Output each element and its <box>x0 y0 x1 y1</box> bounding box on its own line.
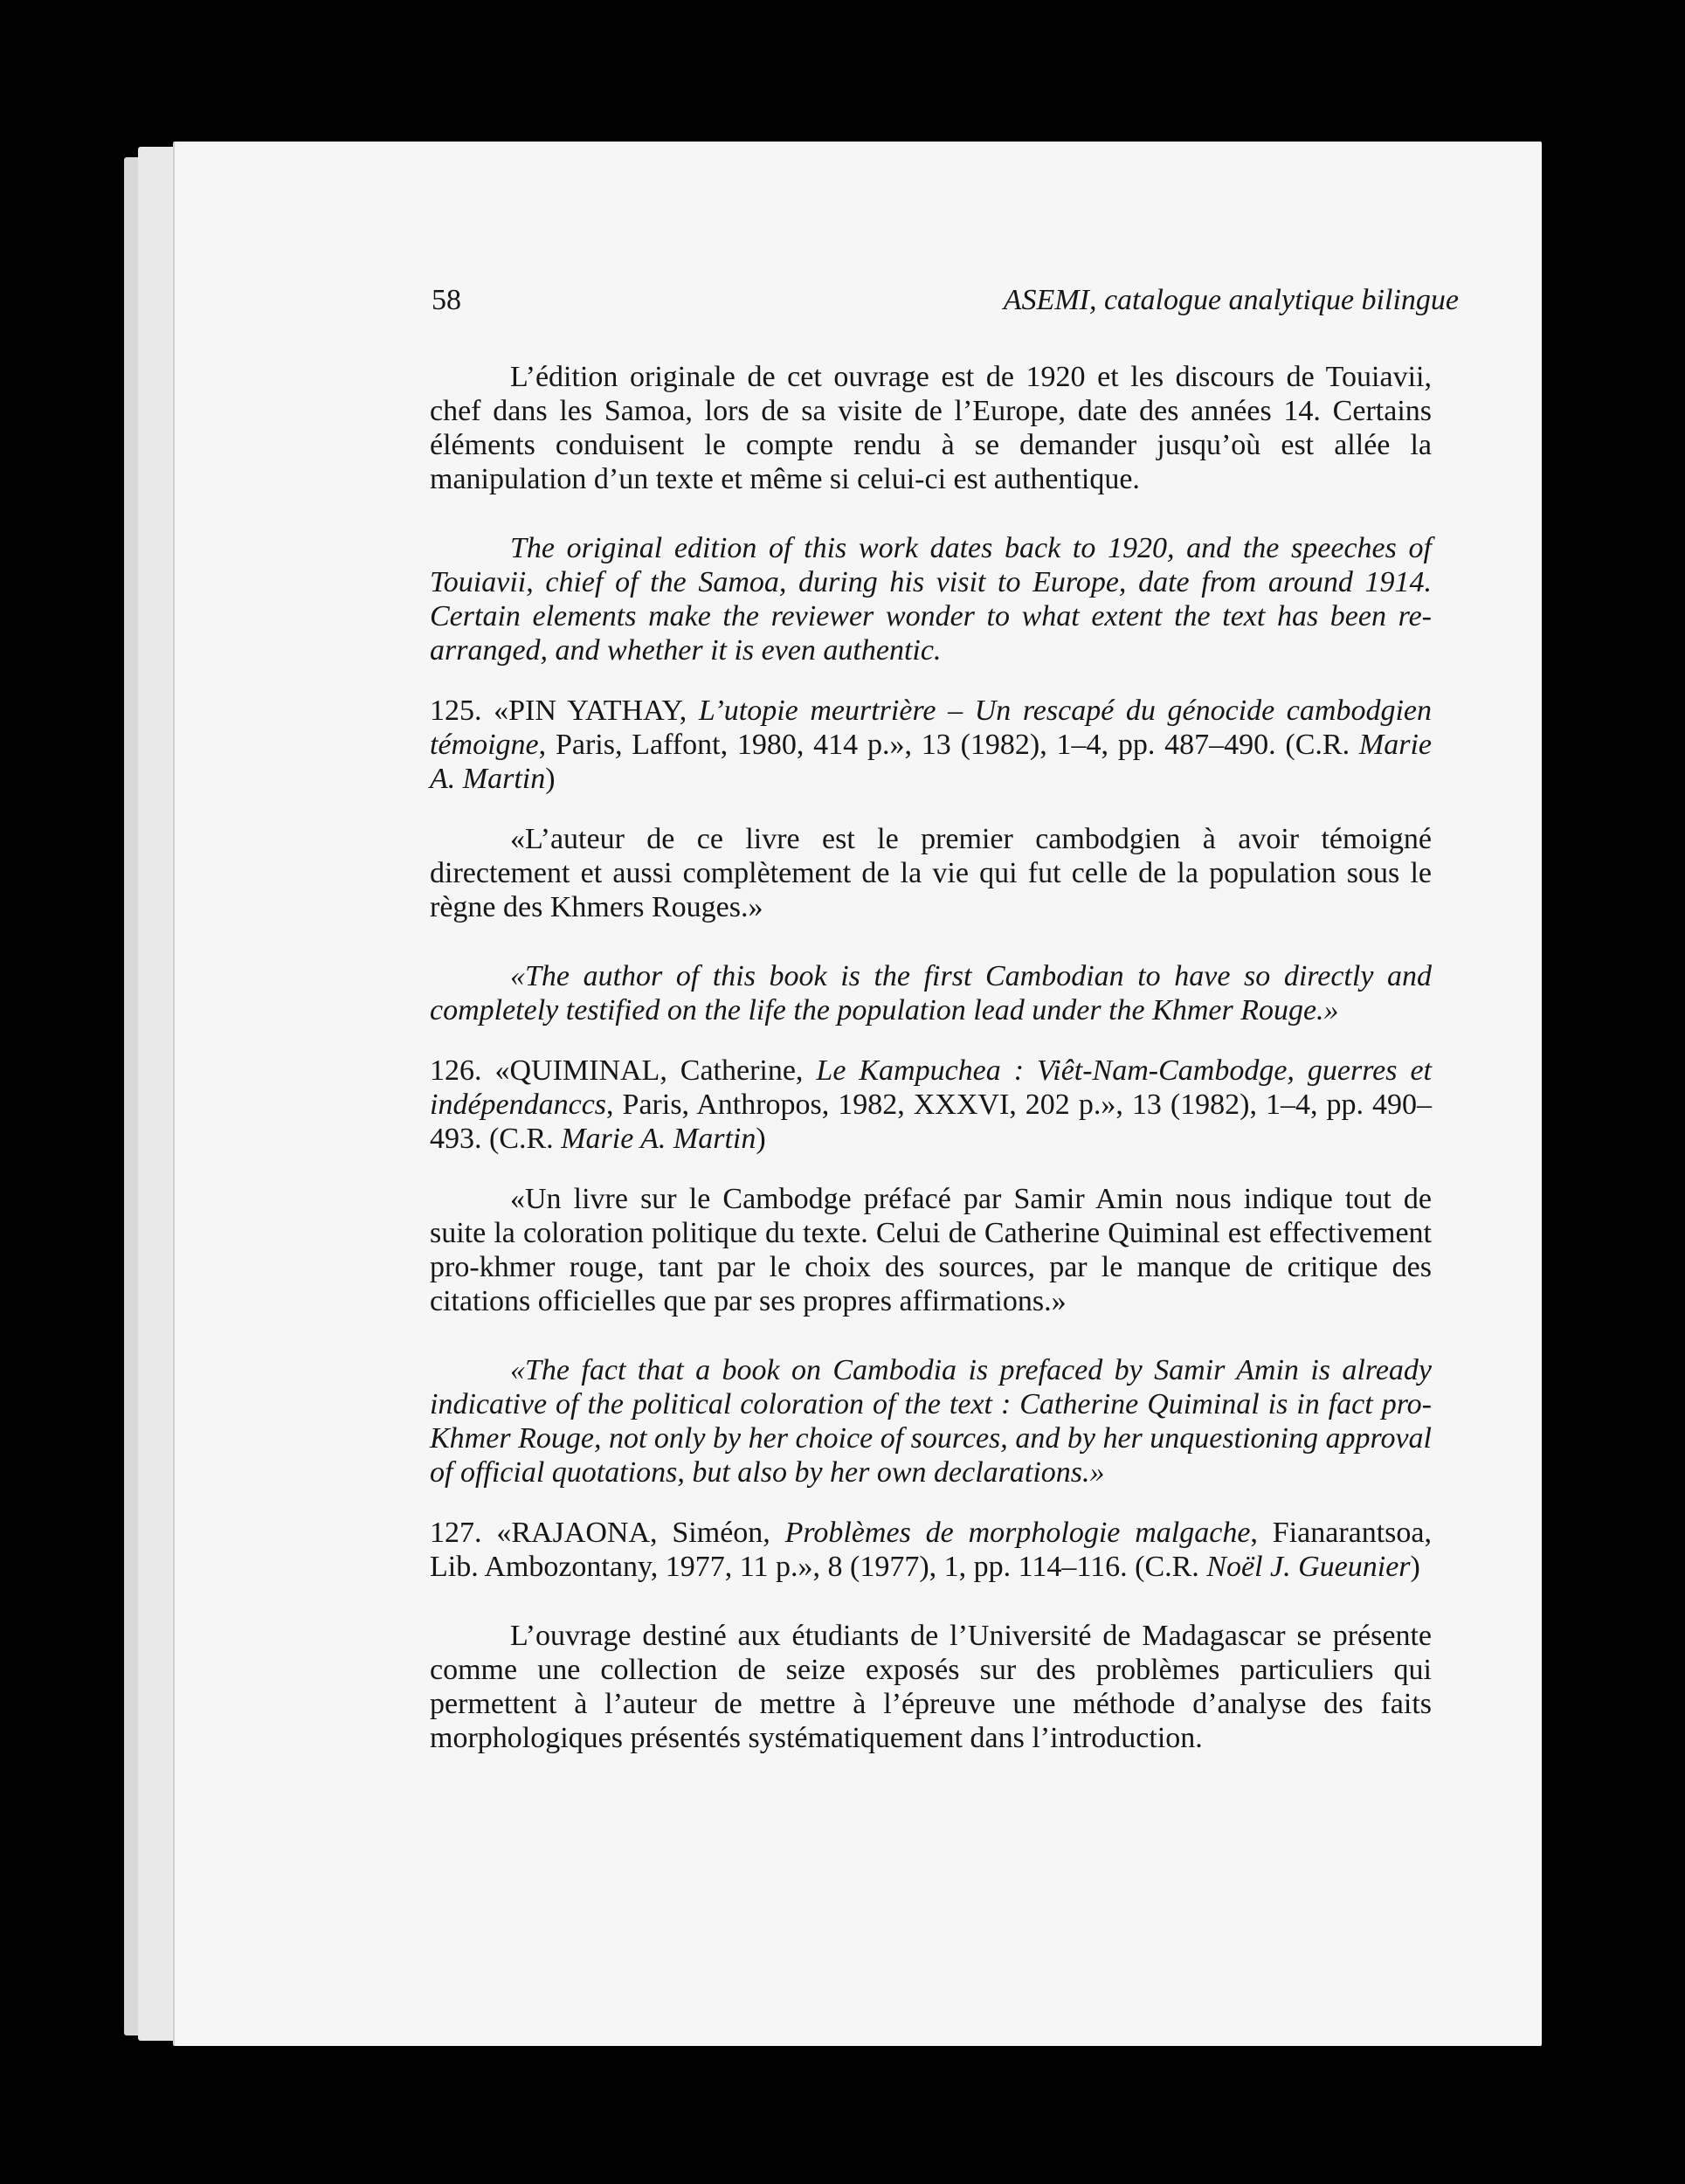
entry-127-title: Problèmes de morphologie malgache <box>784 1517 1251 1549</box>
entry-125-summary-en: «The author of this book is the first Cambodian to have so directly and completely testified on the life the population lead under the Khmer Rouge.» <box>430 960 1432 1026</box>
running-title: ASEMI, catalogue analytique bilingue <box>1003 284 1459 316</box>
entry-126 <box>430 1054 1432 1156</box>
entry-125-close: ) <box>545 763 556 795</box>
entry-125-number: 125. «PIN YATHAY, <box>430 695 687 727</box>
entry-126-reviewer: Marie A. Martin <box>561 1123 756 1155</box>
entry-127-reviewer: Noël J. Gueunier <box>1206 1551 1411 1583</box>
entry-125-reviewer: Marie A. Martin <box>430 729 1432 795</box>
entry-126-number: 126. «QUIMINAL, Catherine, <box>430 1054 804 1087</box>
entry-127-close: ) <box>1410 1551 1420 1583</box>
page-body <box>430 360 1432 1755</box>
entry-127-summary-fr: L’ouvrage destiné aux étudiants de l’Université de Madagascar se présente comme une collection de seize exposés sur des problèmes particuliers qui permettent à l’auteur de mettre à l’épreuve une méthode d’analyse des faits morphologiques présentés systématiquement dans l’introduction. <box>430 1620 1432 1754</box>
entry-125-details: , Paris, Laffont, 1980, 414 p.», 13 (1982), 1–4, pp. 487–490. (C.R. <box>538 729 1350 761</box>
entry-126-details: , Paris, Anthropos, 1982, XXXVI, 202 p.», 13 (1982), 1–4, pp. 490–493. (C.R. <box>430 1089 1432 1155</box>
entry-127-details: , Fianarantsoa, Lib. Ambozontany, 1977, 11 p.», 8 (1977), 1, pp. 114–116. (C.R. <box>430 1517 1432 1583</box>
entry-126-title: Le Kampuchea : Viêt-Nam-Cambodge, guerres et indépendanccs <box>430 1054 1432 1121</box>
entry-126-close: ) <box>756 1123 766 1155</box>
entry-127-number: 127. «RAJAONA, Siméon, <box>430 1517 770 1549</box>
entry-125-title: L’utopie meurtrière – Un rescapé du génocide cambodgien témoigne <box>430 695 1432 761</box>
page-number: 58 <box>432 284 461 316</box>
paragraph-fr-1: L’édition originale de cet ouvrage est de 1920 et les discours de Touiavii, chef dans les Samoa, lors de sa visite de l’Europe, date des années 14. Certains éléments conduisent le compte rendu à se demander jusqu’où est allée la manipulation d’un texte et même si celui-ci est authentique. <box>430 361 1432 495</box>
entry-125 <box>430 694 1432 796</box>
entry-126-summary-fr: «Un livre sur le Cambodge préfacé par Samir Amin nous indique tout de suite la coloration politique du texte. Celui de Catherine Quiminal est effectivement pro-khmer rouge, tant par le choix des sources, par le manque de critique des citations officielles que par ses propres affirmations.» <box>430 1183 1432 1317</box>
paragraph-en-1: The original edition of this work dates back to 1920, and the speeches of Touiavii, chief of the Samoa, during his visit to Europe, date from around 1914. Certain elements make the reviewer wonder to what extent the text has been re-arranged, and whether it is even authentic. <box>430 532 1432 667</box>
entry-125-summary-fr: «L’auteur de ce livre est le premier cambodgien à avoir témoigné directement et aussi complètement de la vie qui fut celle de la population sous le règne des Khmers Rouges.» <box>430 823 1432 923</box>
entry-127 <box>430 1516 1432 1584</box>
entry-126-summary-en: «The fact that a book on Cambodia is prefaced by Samir Amin is already indicative of the political coloration of the text : Catherine Quiminal is in fact pro-Khmer Rouge, not only by her choice of sources, and by her unquestioning approval of official quotations, but also by her own declarations.» <box>430 1354 1432 1489</box>
